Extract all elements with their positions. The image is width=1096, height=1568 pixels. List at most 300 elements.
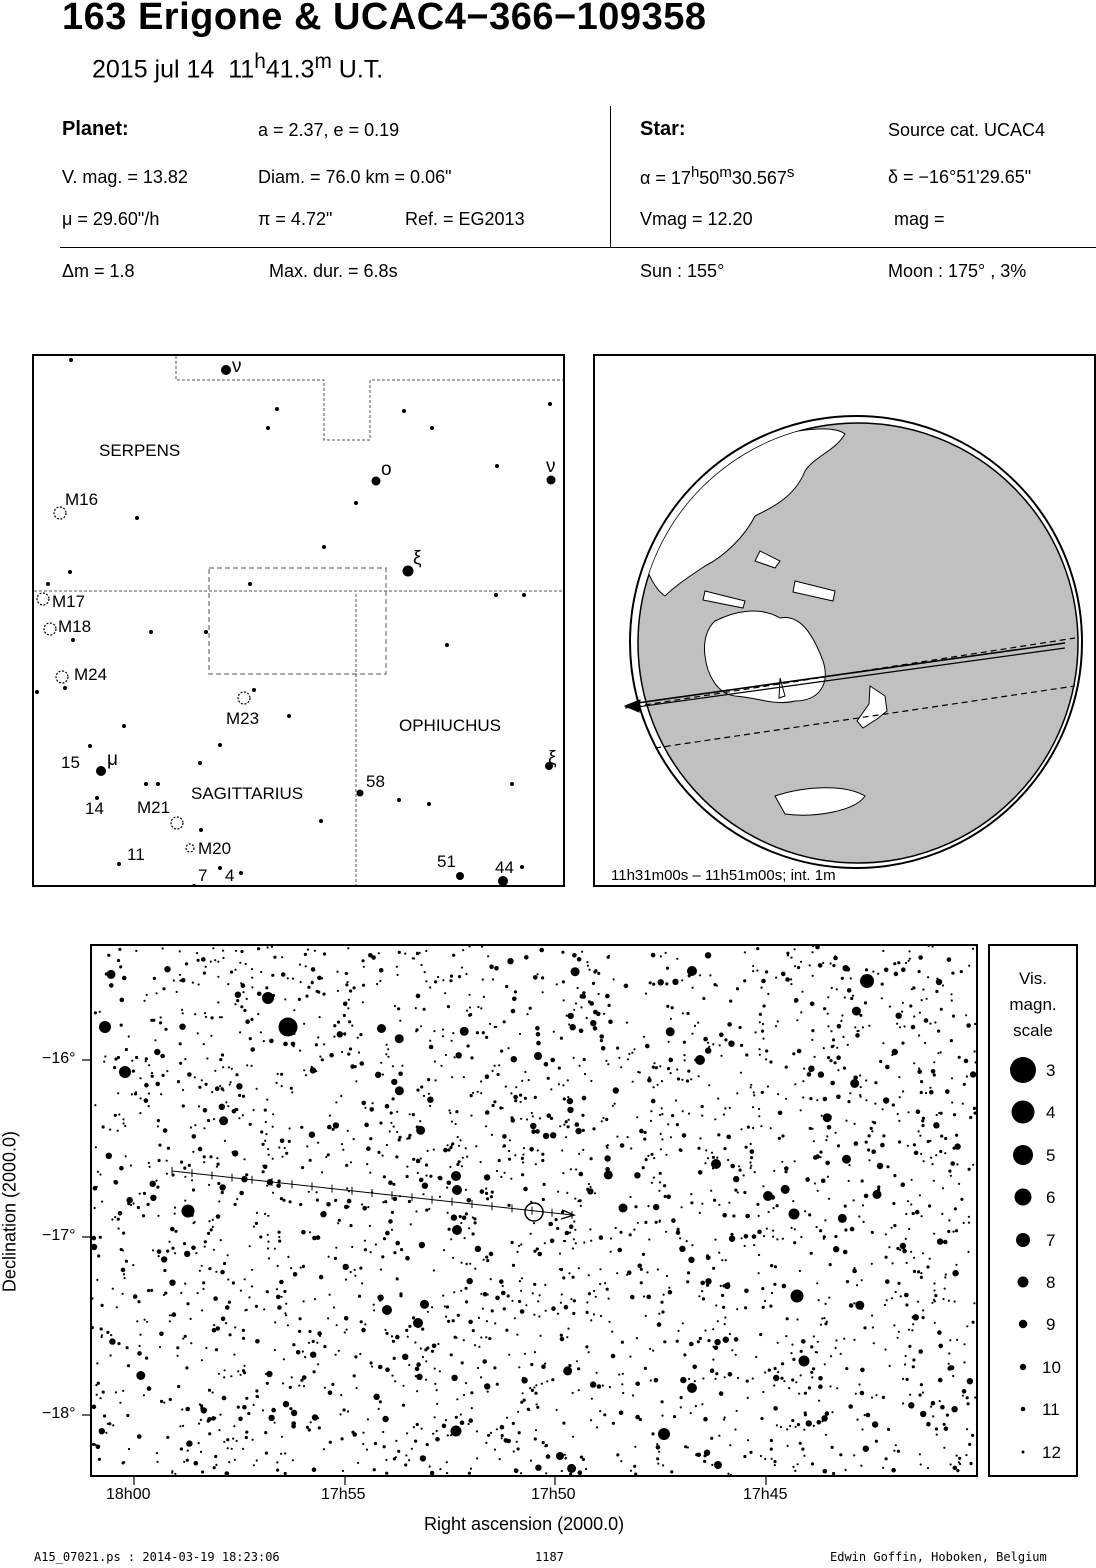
- field-star: [865, 1141, 868, 1144]
- field-star: [635, 1382, 640, 1387]
- field-star: [395, 1086, 404, 1095]
- constellation-sagittarius: SAGITTARIUS: [191, 784, 304, 803]
- field-star: [892, 1202, 895, 1205]
- field-star: [210, 1035, 212, 1037]
- field-star: [940, 1112, 943, 1115]
- field-star: [566, 1192, 568, 1194]
- field-star: [205, 966, 207, 968]
- field-star: [731, 1349, 733, 1351]
- field-star: [864, 1194, 869, 1199]
- field-star: [347, 1199, 352, 1204]
- field-star: [717, 1320, 719, 1322]
- bright-field-star: [452, 1185, 462, 1195]
- field-star: [719, 1044, 721, 1046]
- bright-field-star: [658, 1428, 670, 1440]
- field-star: [429, 986, 431, 988]
- field-star: [821, 1179, 826, 1184]
- field-star: [386, 1044, 388, 1046]
- field-star: [849, 1092, 851, 1094]
- field-star: [235, 1073, 238, 1076]
- field-star: [952, 1270, 958, 1276]
- field-star: [772, 1230, 774, 1232]
- field-star: [630, 1470, 632, 1472]
- finder-star: [402, 409, 406, 413]
- field-star: [511, 1241, 514, 1244]
- field-star: [750, 1156, 753, 1159]
- field-star: [715, 1372, 718, 1375]
- field-star: [221, 1053, 224, 1056]
- field-star: [724, 1323, 726, 1325]
- field-star: [664, 1195, 667, 1198]
- field-star: [972, 948, 974, 950]
- field-star: [588, 1183, 590, 1185]
- field-star: [353, 1374, 356, 1377]
- field-star: [308, 1428, 311, 1431]
- field-star: [804, 1210, 806, 1212]
- field-star: [524, 1353, 526, 1355]
- field-star: [830, 962, 832, 964]
- field-star: [263, 1040, 265, 1042]
- field-star: [369, 1225, 371, 1227]
- field-star: [944, 1288, 946, 1290]
- field-star: [246, 998, 248, 1000]
- field-star: [601, 1046, 606, 1051]
- field-star: [891, 1468, 896, 1473]
- field-star: [510, 1116, 513, 1119]
- field-star: [131, 1093, 133, 1095]
- legend-mag-label: 3: [1046, 1061, 1056, 1080]
- label-m17: M17: [52, 592, 86, 611]
- field-star: [762, 1185, 764, 1187]
- field-star: [804, 1411, 807, 1414]
- field-star: [114, 1216, 116, 1218]
- field-star: [310, 1421, 312, 1423]
- field-star: [476, 1430, 478, 1432]
- field-star: [205, 1016, 207, 1018]
- field-star: [650, 1110, 652, 1112]
- field-star: [704, 1329, 706, 1331]
- finder-star: [35, 690, 39, 694]
- field-star: [823, 1317, 825, 1319]
- field-star: [823, 1235, 826, 1238]
- field-star: [899, 1096, 901, 1098]
- field-star: [703, 1417, 708, 1422]
- field-star: [324, 1387, 326, 1389]
- field-star: [699, 1337, 702, 1340]
- field-star: [198, 1147, 203, 1152]
- field-star: [761, 1091, 764, 1094]
- field-star: [752, 1106, 754, 1108]
- field-star: [564, 1454, 566, 1456]
- field-star: [470, 1056, 473, 1059]
- field-star: [658, 1190, 660, 1192]
- field-star: [573, 1238, 575, 1240]
- field-star: [931, 1163, 933, 1165]
- field-star: [818, 1400, 820, 1402]
- field-star: [823, 1469, 828, 1474]
- field-star: [148, 1105, 150, 1107]
- field-star: [647, 1078, 652, 1083]
- field-star: [377, 1024, 386, 1033]
- field-star: [150, 1195, 156, 1201]
- field-star: [744, 1306, 747, 1309]
- finder-star: [287, 714, 291, 718]
- field-star: [868, 1134, 871, 1137]
- field-star: [679, 1237, 681, 1239]
- field-star: [276, 1183, 281, 1188]
- field-star: [485, 1192, 488, 1195]
- field-star: [93, 1186, 98, 1191]
- field-star: [366, 1163, 368, 1165]
- field-star: [96, 1279, 98, 1281]
- finder-chart-svg: [34, 356, 563, 885]
- field-star: [967, 1378, 973, 1384]
- field-star: [908, 1228, 910, 1230]
- field-star: [934, 1294, 937, 1297]
- field-star: [370, 1361, 373, 1364]
- field-star: [847, 1044, 849, 1046]
- field-star: [227, 1447, 229, 1449]
- field-star: [434, 1416, 436, 1418]
- field-star: [412, 1158, 415, 1161]
- field-star: [849, 1303, 854, 1308]
- field-star: [214, 959, 216, 961]
- field-star: [212, 947, 214, 949]
- field-star: [534, 1096, 537, 1099]
- field-star: [758, 1108, 760, 1110]
- field-star: [505, 1086, 507, 1088]
- field-star: [368, 953, 373, 958]
- field-star: [362, 1101, 367, 1106]
- field-star: [690, 1078, 692, 1080]
- field-star: [588, 1351, 590, 1353]
- field-star: [596, 1372, 598, 1374]
- field-star: [647, 1205, 649, 1207]
- field-star: [932, 946, 934, 948]
- field-star: [803, 1068, 805, 1070]
- field-star: [561, 1149, 563, 1151]
- field-star: [502, 1146, 504, 1148]
- field-star: [263, 1308, 265, 1310]
- field-star: [351, 1025, 353, 1027]
- field-star: [811, 1029, 814, 1032]
- field-star: [268, 1415, 274, 1421]
- field-star: [935, 990, 938, 993]
- field-star: [958, 1183, 960, 1185]
- field-star: [278, 1146, 280, 1148]
- field-star: [311, 981, 313, 983]
- field-star: [795, 1426, 797, 1428]
- field-star: [457, 1136, 459, 1138]
- field-star: [626, 1022, 628, 1024]
- field-star: [203, 1155, 206, 1158]
- field-star: [200, 1419, 202, 1421]
- field-star: [215, 1348, 218, 1351]
- field-star: [185, 962, 188, 965]
- field-star: [897, 1282, 900, 1285]
- field-star: [781, 1161, 783, 1163]
- field-star: [183, 1461, 185, 1463]
- field-star: [568, 1119, 570, 1121]
- field-star: [719, 1033, 724, 1038]
- field-star: [820, 1324, 822, 1326]
- field-star: [313, 1370, 316, 1373]
- field-star: [827, 1056, 830, 1059]
- field-star: [967, 1402, 970, 1405]
- field-star: [899, 1026, 901, 1028]
- field-star: [721, 1294, 724, 1297]
- field-star: [236, 1083, 242, 1089]
- field-star: [942, 1298, 944, 1300]
- field-star: [931, 1401, 936, 1406]
- field-star: [393, 1357, 396, 1360]
- field-star: [179, 1042, 182, 1045]
- field-star: [478, 1317, 480, 1319]
- field-star: [489, 965, 494, 970]
- field-star: [659, 1065, 661, 1067]
- field-star: [561, 1470, 563, 1472]
- field-star: [101, 1304, 104, 1307]
- field-star: [660, 1301, 663, 1304]
- field-star: [968, 1222, 970, 1224]
- field-star: [353, 986, 356, 989]
- field-star: [433, 1269, 435, 1271]
- field-star: [743, 1191, 746, 1194]
- field-star: [780, 1426, 782, 1428]
- finder-chart: [32, 354, 565, 887]
- field-star: [582, 991, 585, 994]
- field-star: [265, 986, 268, 989]
- field-star: [466, 1263, 468, 1265]
- field-star: [485, 1442, 487, 1444]
- field-star: [931, 1302, 933, 1304]
- field-star: [659, 1172, 662, 1175]
- field-star: [697, 1340, 700, 1343]
- field-star: [444, 992, 446, 994]
- field-star: [343, 1014, 346, 1017]
- field-star: [467, 1044, 470, 1047]
- field-star: [829, 1263, 832, 1266]
- field-star: [905, 1238, 907, 1240]
- field-star: [499, 1458, 501, 1460]
- field-star: [362, 984, 365, 987]
- field-star: [348, 1020, 351, 1023]
- field-star: [597, 1384, 602, 1389]
- field-star: [739, 1169, 742, 1172]
- field-star: [518, 1245, 520, 1247]
- field-star: [749, 1451, 752, 1454]
- field-star: [744, 1245, 746, 1247]
- field-star: [159, 1346, 161, 1348]
- field-star: [895, 1444, 897, 1446]
- field-star: [237, 992, 240, 995]
- field-star: [855, 1301, 864, 1310]
- field-star: [676, 1230, 681, 1235]
- field-star: [416, 1089, 419, 1092]
- finder-star: [69, 358, 73, 362]
- field-star: [155, 1082, 160, 1087]
- field-star: [900, 1243, 906, 1249]
- field-star: [734, 1428, 736, 1430]
- field-star: [776, 1238, 778, 1240]
- field-star: [271, 1408, 276, 1413]
- field-star: [145, 1057, 148, 1060]
- field-star: [274, 1349, 276, 1351]
- field-star: [902, 1090, 904, 1092]
- field-star: [682, 1012, 684, 1014]
- field-star: [450, 1353, 453, 1356]
- field-star: [425, 1379, 427, 1381]
- field-star: [750, 1149, 755, 1154]
- field-star: [526, 1118, 528, 1120]
- field-star: [577, 987, 579, 989]
- field-star: [800, 1109, 802, 1111]
- field-star: [897, 961, 900, 964]
- field-star: [528, 1409, 530, 1411]
- field-star: [945, 1274, 947, 1276]
- field-star: [472, 1216, 474, 1218]
- field-star: [911, 1025, 916, 1030]
- field-star: [219, 1414, 221, 1416]
- field-star: [139, 1112, 141, 1114]
- field-star: [655, 1066, 658, 1069]
- field-star: [905, 1213, 907, 1215]
- field-star: [372, 1102, 374, 1104]
- field-star: [536, 1247, 539, 1250]
- field-star: [902, 1402, 904, 1404]
- field-star: [225, 1305, 230, 1310]
- field-star: [242, 1095, 245, 1098]
- field-star: [183, 1167, 186, 1170]
- field-star: [449, 1112, 451, 1114]
- field-star: [645, 1044, 650, 1049]
- field-star: [775, 1025, 777, 1027]
- field-star: [535, 1465, 541, 1471]
- field-star: [705, 1149, 707, 1151]
- field-star: [109, 1338, 115, 1344]
- field-star: [97, 1254, 100, 1257]
- field-star: [282, 1156, 284, 1158]
- field-star: [399, 1136, 402, 1139]
- dec-tick-marks: [80, 944, 92, 1504]
- field-star: [794, 1083, 796, 1085]
- field-star: [612, 1422, 615, 1425]
- field-star: [274, 1422, 276, 1424]
- planet-orbit: a = 2.37, e = 0.19: [258, 120, 400, 140]
- field-star: [919, 1453, 921, 1455]
- field-star: [234, 1459, 236, 1461]
- field-star: [385, 1053, 387, 1055]
- field-star: [362, 1206, 367, 1211]
- field-star: [541, 1383, 543, 1385]
- field-star: [323, 1043, 325, 1045]
- field-star: [818, 1376, 823, 1381]
- field-star: [758, 1115, 760, 1117]
- field-star: [630, 1147, 632, 1149]
- field-star: [863, 1446, 869, 1452]
- field-star: [583, 1241, 585, 1243]
- field-star: [423, 1008, 426, 1011]
- field-star: [363, 966, 365, 968]
- field-star: [518, 1366, 520, 1368]
- field-star: [826, 1135, 828, 1137]
- field-star: [707, 1339, 710, 1342]
- field-star: [608, 955, 610, 957]
- field-star: [916, 1109, 921, 1114]
- field-star: [803, 1429, 805, 1431]
- field-star: [670, 1018, 672, 1020]
- field-star: [777, 1342, 779, 1344]
- field-star: [281, 956, 283, 958]
- field-star: [264, 1431, 267, 1434]
- field-star: [498, 1159, 501, 1162]
- field-star: [568, 1272, 570, 1274]
- field-star: [190, 1126, 192, 1128]
- field-star: [765, 1058, 767, 1060]
- field-star: [834, 1235, 837, 1238]
- field-star: [107, 1423, 109, 1425]
- field-star: [476, 1031, 479, 1034]
- field-star: [563, 999, 565, 1001]
- field-star: [480, 1189, 485, 1194]
- field-star: [631, 1052, 633, 1054]
- field-star: [956, 1455, 958, 1457]
- field-star: [217, 961, 219, 963]
- field-star: [513, 1450, 515, 1452]
- field-star: [203, 1043, 205, 1045]
- field-star: [474, 1221, 477, 1224]
- field-star: [794, 965, 796, 967]
- field-star: [580, 1456, 583, 1459]
- field-star: [280, 1453, 282, 1455]
- field-star: [180, 1161, 183, 1164]
- finder-star: [427, 802, 431, 806]
- field-star: [487, 1391, 489, 1393]
- field-star: [253, 1226, 255, 1228]
- field-star: [794, 1470, 796, 1472]
- field-star: [109, 983, 114, 988]
- field-star: [735, 1354, 737, 1356]
- field-star: [164, 1028, 167, 1031]
- field-star: [289, 1200, 292, 1203]
- ra-tick-label: 17h55: [321, 1486, 366, 1503]
- field-star: [889, 1365, 891, 1367]
- field-star: [724, 1416, 726, 1418]
- field-star: [147, 1386, 152, 1391]
- field-star: [408, 1136, 411, 1139]
- field-star: [122, 976, 127, 981]
- field-star: [762, 1038, 764, 1040]
- field-star: [860, 1465, 862, 1467]
- field-star: [362, 959, 365, 962]
- field-star: [788, 1387, 790, 1389]
- field-star: [809, 1097, 812, 1100]
- field-star: [480, 1092, 482, 1094]
- field-star: [562, 1084, 564, 1086]
- field-star: [124, 1125, 126, 1127]
- field-star: [384, 1329, 386, 1331]
- field-star: [653, 1062, 655, 1064]
- field-star: [335, 1354, 337, 1356]
- field-star: [783, 1380, 785, 1382]
- field-star: [396, 1111, 398, 1113]
- field-star: [962, 1395, 964, 1397]
- field-star: [220, 1184, 226, 1190]
- field-star: [951, 972, 954, 975]
- field-star: [341, 1051, 343, 1053]
- field-star: [544, 1062, 549, 1067]
- field-star: [971, 1434, 974, 1437]
